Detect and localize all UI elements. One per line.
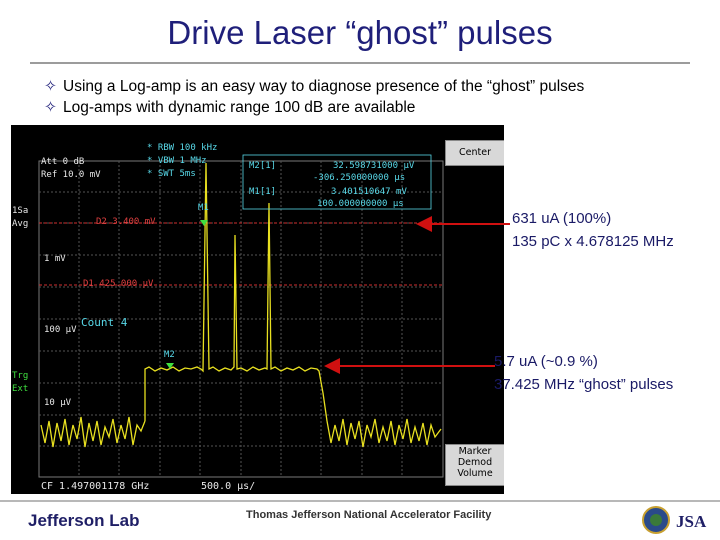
swt-setting: * SWT 5ms: [147, 169, 196, 179]
level-10uv: 10 µV: [44, 398, 72, 408]
marker2-value: 32.598731000 µV: [333, 161, 415, 171]
marker1-tag: M1: [198, 203, 209, 213]
mode-1sa: 1Sa: [12, 206, 29, 216]
average-count: Count 4: [81, 316, 128, 329]
time-per-division: 500.0 µs/: [201, 481, 256, 492]
d2-line-label: D2 3.400 mV: [96, 217, 156, 227]
marker2-tag: M2: [164, 350, 175, 360]
rbw-setting: * RBW 100 kHz: [147, 143, 218, 153]
jsa-text: JSA: [676, 512, 707, 531]
marker2-time: -306.250000000 µs: [313, 173, 406, 183]
bullet-1: [44, 77, 584, 96]
trigger-ext: Ext: [12, 384, 29, 394]
center-frequency: CF 1.497001178 GHz: [41, 481, 150, 492]
marker-demod-softkey[interactable]: [445, 444, 504, 486]
facility-name: Thomas Jefferson National Accelerator Facility: [246, 509, 492, 521]
mode-avg: Avg: [12, 219, 29, 229]
softkey-line-demod: Demod: [457, 456, 493, 468]
reference-level: Ref 10.0 mV: [41, 170, 101, 180]
softkey-line-marker: Marker: [458, 446, 492, 457]
marker1-time: 100.000000000 µs: [317, 199, 404, 209]
ghost-pulse-frequency: 37.425 MHz “ghost” pulses: [494, 376, 674, 393]
trace-display: [11, 125, 504, 494]
analyzer-screen: [11, 125, 504, 494]
d1-line-label: D1 425.000 µV: [83, 279, 154, 289]
softkey-line-volume: Volume: [457, 467, 493, 479]
center-softkey-label: Center: [459, 147, 491, 158]
star-bullet-icon: ✧: [44, 99, 57, 116]
attenuation-readout: Att 0 dB: [41, 157, 85, 167]
bullet-1-text: Using a Log-amp is an easy way to diagnose presence of the “ghost” pulses: [63, 78, 585, 95]
doe-jsa-logo-icon: [640, 503, 710, 537]
ghost-pulse-current: 5.7 uA (~0.9 %): [494, 353, 598, 370]
title-divider: [30, 62, 690, 64]
jefferson-lab-logo: Jefferson Lab: [28, 511, 140, 530]
main-pulse-current: 631 uA (100%): [512, 210, 612, 227]
star-bullet-icon: ✧: [44, 78, 57, 95]
level-100uv: 100 µV: [44, 325, 77, 335]
marker1-value: 3.401510647 mV: [331, 187, 407, 197]
footer-divider: [0, 500, 720, 502]
main-pulse-charge: 135 pC x 4.678125 MHz: [512, 233, 674, 250]
slide-title: Drive Laser “ghost” pulses: [167, 14, 553, 51]
center-softkey[interactable]: [445, 140, 504, 166]
trigger-trg: Trg: [12, 371, 29, 381]
marker1-label: M1[1]: [249, 187, 277, 197]
bullet-2: [44, 98, 415, 117]
bullet-2-text: Log-amps with dynamic range 100 dB are available: [63, 99, 416, 116]
vbw-setting: * VBW 1 MHz: [147, 156, 207, 166]
marker2-label: M2[1]: [249, 161, 277, 171]
level-1mv: 1 mV: [44, 254, 66, 264]
